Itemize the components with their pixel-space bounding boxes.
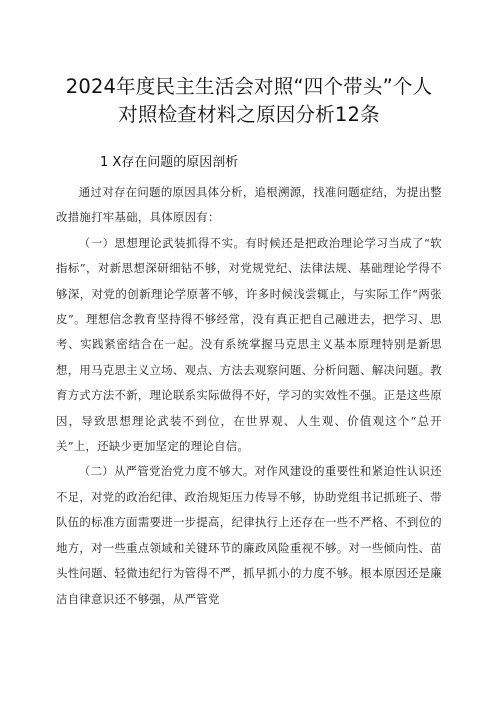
section-heading: 1 X存在问题的原因剖析 [100, 155, 239, 170]
intro-paragraph: 通过对存在问题的原因具体分析，追根溯源，找准问题症结，为提出整改措施打牢基础，具体原因有： [56, 185, 442, 225]
paragraph-1: （一）思想理论武装抓得不实。有时候还是把政治理论学习当成了“软指标”，对新思想深研细钻不够，对党规党纪、法律法规、基础理论学得不够深，对党的创新理论学原著不够，许多时候浅尝辄止，与实际工作“两张皮”。理想信念教育坚持得不够经常，没有真正把自己融进去，把学习、思考、实践紧密结合在一起。没有系统掌握马克思主义基本原理特别是新思想，用马克思主义立场、观点、方法去观察问题、分析问题、解决问题。教育方式方法不新，理论联系实际做得不好，学习的实效性不强。正是这些原因，导致思想理论武装不到位，在世界观、人生观、价值观这个“总开关”上，还缺少更加坚定的理论自信。 [56, 235, 442, 454]
paragraph-2: （二）从严管党治党力度不够大。对作风建设的重要性和紧迫性认识还不足，对党的政治纪律、政治规矩压力传导不够，协助党组书记抓班子、带队伍的标准方面需要进一步提高，纪律执行上还存在一些不严格、不到位的地方，对一些重点领域和关键环节的廉政风险重视不够。对一些倾向性、苗头性问题、轻微违纪行为管得不严，抓早抓小的力度不够。根本原因还是廉洁自律意识还不够强，从严管党 [56, 464, 442, 606]
title-line-2: 对照检查材料之原因分析12条 [118, 103, 380, 126]
title-line-1: 2024年度民主生活会对照“四个带头”个人 [65, 75, 433, 98]
document-title [56, 0, 442, 129]
